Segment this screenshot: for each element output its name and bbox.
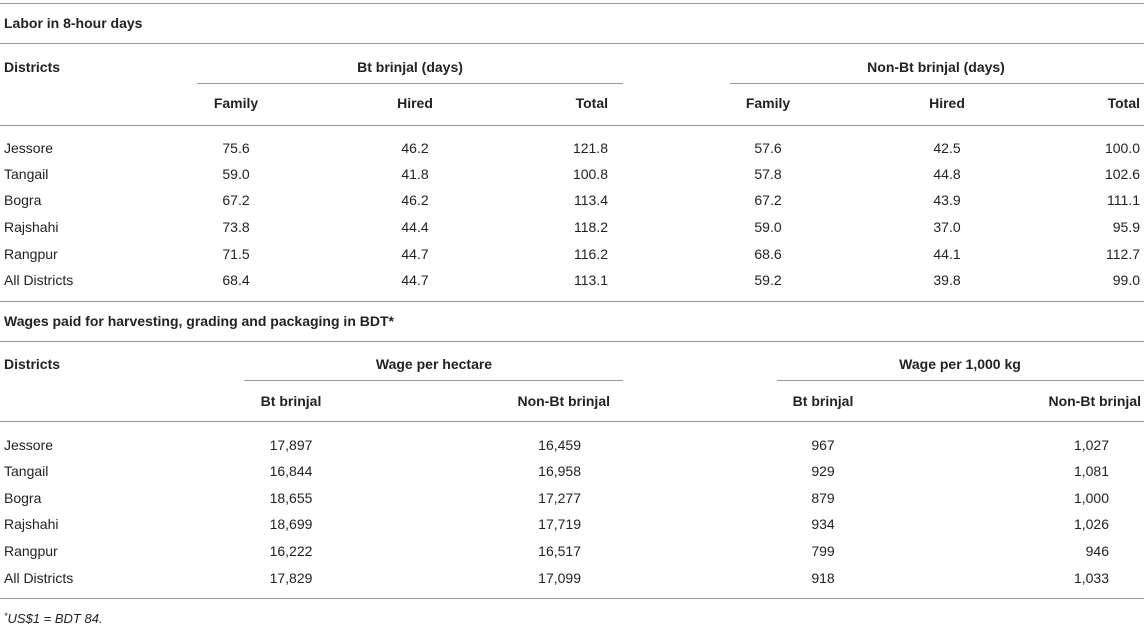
labor-subheader: Family xyxy=(213,95,259,111)
table-cell: 68.4 xyxy=(222,272,250,288)
labor-subheader: Family xyxy=(745,95,791,111)
table-cell: 46.2 xyxy=(401,192,429,208)
table-cell: 59.0 xyxy=(754,219,782,235)
table-cell: 67.2 xyxy=(754,192,782,208)
table-cell: 95.9 xyxy=(1112,219,1140,235)
wages-subheader: Bt brinjal xyxy=(260,393,322,409)
wages-group-kg: Wage per 1,000 kg xyxy=(899,356,1021,372)
labor-body-rule xyxy=(0,125,1144,126)
table-cell: 42.5 xyxy=(933,140,961,156)
table-cell: 17,099 xyxy=(538,570,581,586)
top-rule xyxy=(0,3,1144,4)
district-name: Bogra xyxy=(4,490,42,506)
district-name: Tangail xyxy=(4,463,49,479)
table-cell: 44.4 xyxy=(401,219,429,235)
labor-section-title: Labor in 8-hour days xyxy=(4,15,143,31)
table-cell: 99.0 xyxy=(1112,272,1140,288)
table-cell: 44.7 xyxy=(401,246,429,262)
table-cell: 934 xyxy=(811,516,835,532)
table-cell: 113.4 xyxy=(574,192,608,208)
district-name: Bogra xyxy=(4,192,42,208)
table-cell: 100.8 xyxy=(572,166,608,182)
footnote-text: US$1 = BDT 84. xyxy=(7,611,103,626)
table-cell: 44.8 xyxy=(933,166,961,182)
table-cell: 116.2 xyxy=(574,246,608,262)
table-cell: 44.1 xyxy=(933,246,961,262)
table-cell: 17,719 xyxy=(538,516,581,532)
table-cell: 16,844 xyxy=(269,463,313,479)
labor-end-rule xyxy=(0,301,1144,302)
labor-subheader: Hired xyxy=(397,95,433,111)
table-cell: 1,081 xyxy=(1073,463,1109,479)
table-cell: 16,222 xyxy=(269,543,313,559)
table-cell: 46.2 xyxy=(401,140,429,156)
table-cell: 17,829 xyxy=(269,570,313,586)
table-cell: 43.9 xyxy=(933,192,961,208)
table-cell: 121.8 xyxy=(572,140,608,156)
table-cell: 1,033 xyxy=(1073,570,1109,586)
wages-header-rule xyxy=(0,341,1144,342)
labor-subheader: Hired xyxy=(929,95,965,111)
table-cell: 918 xyxy=(811,570,835,586)
table-cell: 17,277 xyxy=(538,490,581,506)
labor-districts-header: Districts xyxy=(4,59,61,75)
table-cell: 1,000 xyxy=(1073,490,1109,506)
labor-group-nonbt: Non-Bt brinjal (days) xyxy=(867,59,1005,75)
table-cell: 1,027 xyxy=(1073,437,1109,453)
table-cell: 59.2 xyxy=(754,272,782,288)
district-name: Jessore xyxy=(4,437,54,453)
district-name: Jessore xyxy=(4,140,54,156)
district-name: Rangpur xyxy=(4,543,58,559)
table-cell: 1,026 xyxy=(1073,516,1109,532)
table-cell: 37.0 xyxy=(933,219,961,235)
table-cell: 113.1 xyxy=(574,272,608,288)
table-cell: 18,699 xyxy=(269,516,313,532)
footnote-mark: * xyxy=(4,611,8,621)
table-cell: 18,655 xyxy=(269,490,313,506)
table-cell: 41.8 xyxy=(401,166,429,182)
district-name: All Districts xyxy=(4,272,74,288)
table-cell: 57.6 xyxy=(754,140,782,156)
table-cell: 39.8 xyxy=(933,272,961,288)
labor-header-rule xyxy=(0,43,1144,44)
wages-group-hectare: Wage per hectare xyxy=(375,356,493,372)
table-cell: 111.1 xyxy=(1107,192,1140,208)
table-cell: 71.5 xyxy=(222,246,250,262)
district-name: Rajshahi xyxy=(4,219,59,235)
table-cell: 67.2 xyxy=(222,192,250,208)
bt-group-underline xyxy=(197,83,623,84)
table-cell: 112.7 xyxy=(1106,246,1140,262)
wages-districts-header: Districts xyxy=(4,356,61,372)
bottom-rule xyxy=(0,598,1144,599)
district-name: Rangpur xyxy=(4,246,58,262)
wages-subheader: Bt brinjal xyxy=(792,393,854,409)
wages-subheader: Non-Bt brinjal xyxy=(517,393,610,409)
footnote xyxy=(4,609,103,626)
kg-group-underline xyxy=(777,380,1144,381)
table-cell: 879 xyxy=(811,490,835,506)
table-cell: 57.8 xyxy=(754,166,782,182)
table-cell: 68.6 xyxy=(754,246,782,262)
table-cell: 73.8 xyxy=(222,219,250,235)
labor-subheader: Total xyxy=(575,95,608,111)
nonbt-group-underline xyxy=(730,83,1144,84)
table-cell: 44.7 xyxy=(401,272,429,288)
district-name: All Districts xyxy=(4,570,74,586)
table-cell: 967 xyxy=(811,437,835,453)
labor-subheader: Total xyxy=(1107,95,1140,111)
wages-body-rule xyxy=(0,421,1144,422)
table-cell: 929 xyxy=(811,463,835,479)
hectare-group-underline xyxy=(244,380,623,381)
wages-section-title: Wages paid for harvesting, grading and packaging in BDT* xyxy=(4,313,394,329)
table-cell: 59.0 xyxy=(222,166,250,182)
table-cell: 75.6 xyxy=(222,140,250,156)
wages-subheader: Non-Bt brinjal xyxy=(1048,393,1141,409)
table-cell: 17,897 xyxy=(269,437,313,453)
district-name: Tangail xyxy=(4,166,49,182)
table-cell: 946 xyxy=(1085,543,1109,559)
table-cell: 16,459 xyxy=(538,437,581,453)
table-cell: 118.2 xyxy=(574,219,608,235)
table-cell: 16,958 xyxy=(538,463,581,479)
labor-group-bt: Bt brinjal (days) xyxy=(357,59,463,75)
table-cell: 100.0 xyxy=(1104,140,1140,156)
table-cell: 102.6 xyxy=(1104,166,1140,182)
district-name: Rajshahi xyxy=(4,516,59,532)
table-cell: 16,517 xyxy=(538,543,581,559)
table-cell: 799 xyxy=(811,543,835,559)
